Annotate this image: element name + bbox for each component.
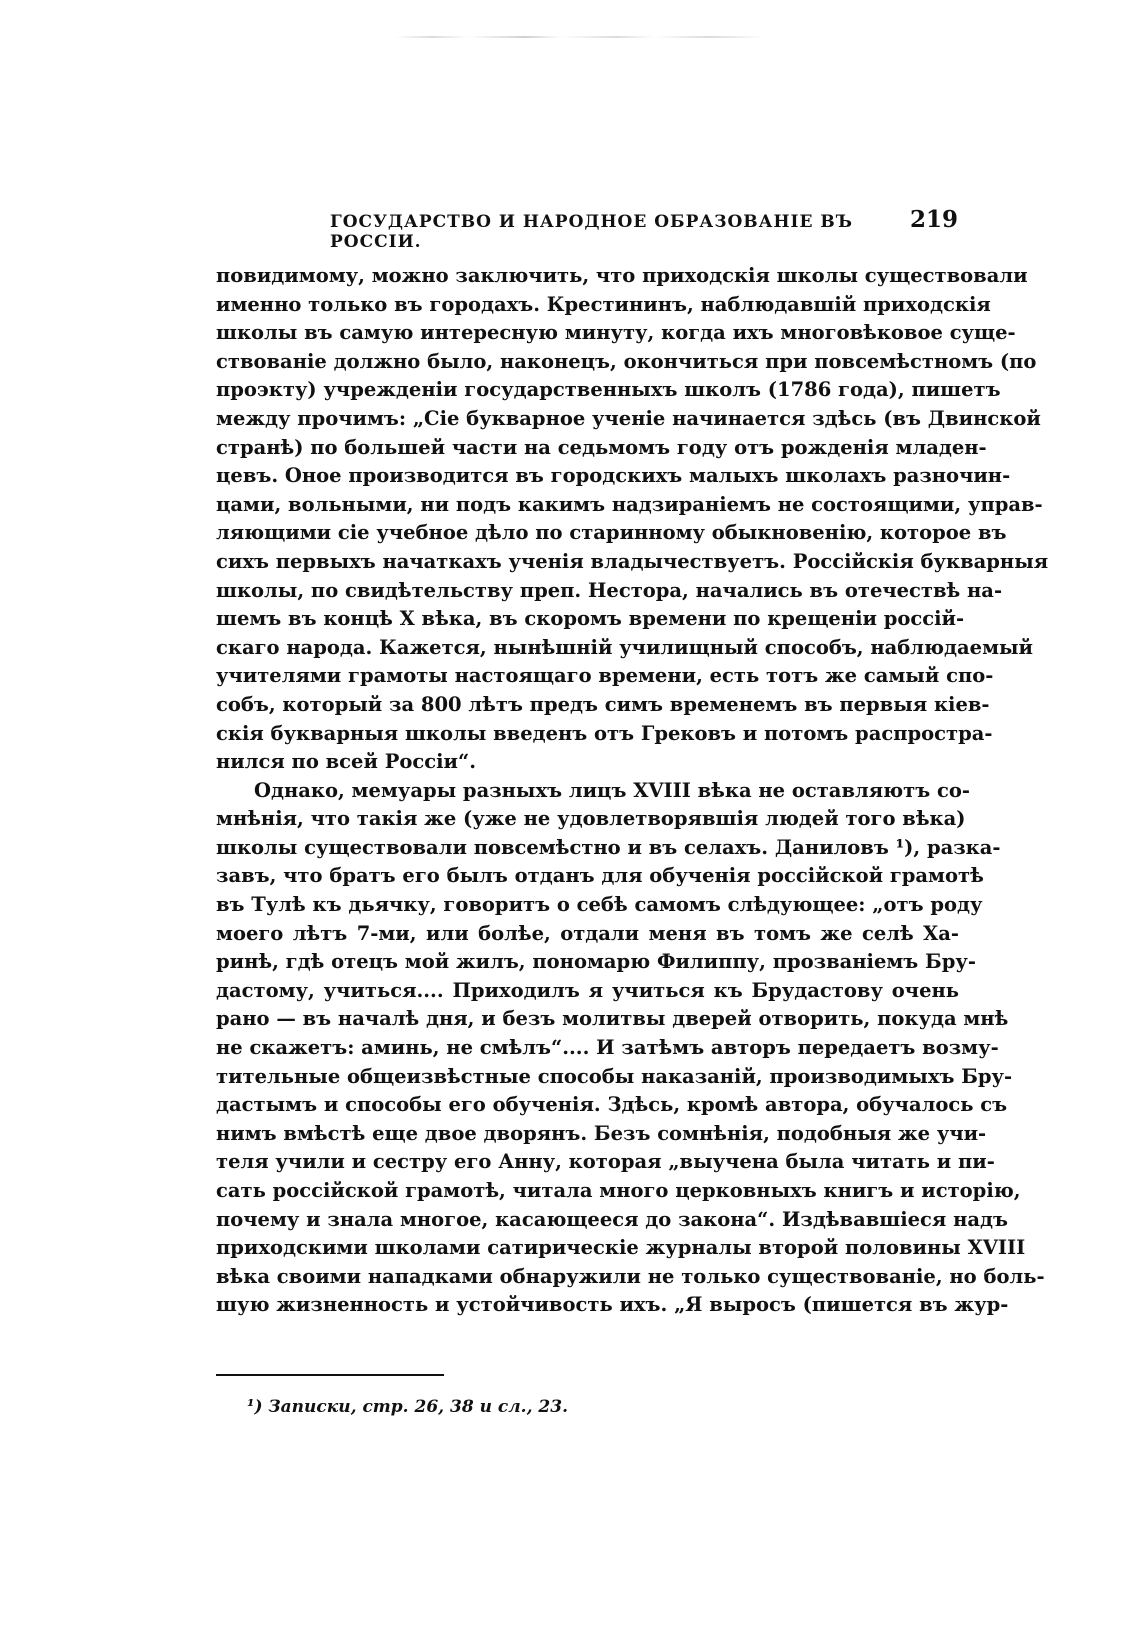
page-number: 219 (909, 206, 958, 233)
text-line: школы въ самую интересную минуту, когда ихъ многовѣковое суще- (216, 321, 1016, 345)
text-line: тительные общеизвѣстные способы наказаній, производимыхъ Бру- (216, 1064, 1013, 1088)
text-line: вѣка своими нападками обнаружили не только существованіе, но боль- (216, 1264, 1045, 1288)
text-line: рано — въ началѣ дня, и безъ молитвы дверей отворить, покуда мнѣ (216, 1007, 1009, 1031)
footnote: ¹) Записки, стр. 26, 38 и сл., 23. (247, 1397, 568, 1417)
text-line: повидимому, можно заключить, что приходскія школы существовали (216, 264, 1028, 287)
text-line: мнѣнія, что такія же (уже не удовлетворявшія людей того вѣка) (216, 807, 966, 831)
text-line: не скажетъ: аминь, не смѣлъ“.... И затѣмъ авторъ передаетъ возму- (216, 1036, 999, 1060)
text-line: собъ, который за 800 лѣтъ предъ симъ временемъ въ первыя кіев- (216, 692, 990, 716)
body-text (216, 262, 1049, 1320)
scan-artifact (395, 36, 765, 38)
text-line: ствованіе должно было, наконецъ, окончиться при повсемѣстномъ (по (216, 349, 1037, 373)
text-line: нился по всей Россіи“. (216, 750, 476, 774)
text-line: скія букварныя школы введенъ отъ Грековъ и потомъ распростра- (216, 721, 993, 745)
text-line: дастому, учиться.... Приходилъ я учиться къ Брудастову очень (216, 978, 959, 1002)
text-line: въ Тулѣ къ дьячку, говоритъ о себѣ самомъ слѣдующее: „отъ роду (216, 893, 983, 917)
text-line: сихъ первыхъ начаткахъ ученія владычествуетъ. Россійскія букварныя (216, 549, 1049, 573)
text-line: цами, вольными, ни подъ какимъ надзираніемъ не состоящими, управ- (216, 492, 1043, 516)
text-line: моего лѣтъ 7-ми, или болѣе, отдали меня въ томъ же селѣ Ха- (216, 921, 959, 945)
text-line: ляющими сіе учебное дѣло по старинному обыкновенію, которое въ (216, 521, 1007, 545)
text-line: Однако, мемуары разныхъ лицъ XVIII вѣка не оставляютъ со- (254, 778, 970, 802)
text-line: нимъ вмѣстѣ еще двое дворянъ. Безъ сомнѣнія, подобныя же учи- (216, 1121, 987, 1145)
page-header (330, 206, 958, 252)
text-line: школы существовали повсемѣстно и въ селахъ. Даниловъ ¹), разка- (216, 835, 1001, 859)
footnote-rule (216, 1374, 444, 1376)
text-line: шую жизненность и устойчивость ихъ. „Я выросъ (пишется въ жур- (216, 1293, 1009, 1317)
running-head: ГОСУДАРСТВО И НАРОДНОЕ ОБРАЗОВАНІЕ ВЪ РОССІИ. (330, 212, 854, 252)
text-line: учителями грамоты настоящаго времени, есть тотъ же самый спо- (216, 664, 994, 688)
text-line: скаго народа. Кажется, нынѣшній училищный способъ, наблюдаемый (216, 635, 1034, 659)
text-line: цевъ. Оное производится въ городскихъ малыхъ школахъ разночин- (216, 464, 1011, 488)
text-line: приходскими школами сатирическіе журналы второй половины XVIII (216, 1236, 1026, 1260)
text-line: сать россійской грамотѣ, читала много церковныхъ книгъ и исторію, (216, 1179, 1021, 1202)
text-line: именно только въ городахъ. Крестининъ, наблюдавшій приходскія (216, 292, 991, 316)
text-line: проэкту) учрежденіи государственныхъ школъ (1786 года), пишетъ (216, 378, 1001, 402)
text-line: странѣ) по большей части на седьмомъ году отъ рожденія младен- (216, 435, 987, 459)
text-line: между прочимъ: „Сіе букварное ученіе начинается здѣсь (въ Двинской (216, 406, 1041, 430)
text-line: почему и знала многое, касающееся до закона“. Издѣвавшіеся надъ (216, 1207, 1008, 1231)
text-line: ринѣ, гдѣ отецъ мой жилъ, пономарю Филиппу, прозваніемъ Бру- (216, 950, 976, 974)
text-line: теля учили и сестру его Анну, которая „выучена была читать и пи- (216, 1150, 995, 1174)
text-line: завъ, что братъ его былъ отданъ для обученія россійской грамотѣ (216, 864, 984, 888)
text-line: шемъ въ концѣ X вѣка, въ скоромъ времени по крещеніи россій- (216, 607, 965, 631)
text-line: школы, по свидѣтельству преп. Нестора, начались въ отечествѣ на- (216, 578, 1003, 602)
text-line: дастымъ и способы его обученія. Здѣсь, кромѣ автора, обучалось съ (216, 1093, 1008, 1117)
